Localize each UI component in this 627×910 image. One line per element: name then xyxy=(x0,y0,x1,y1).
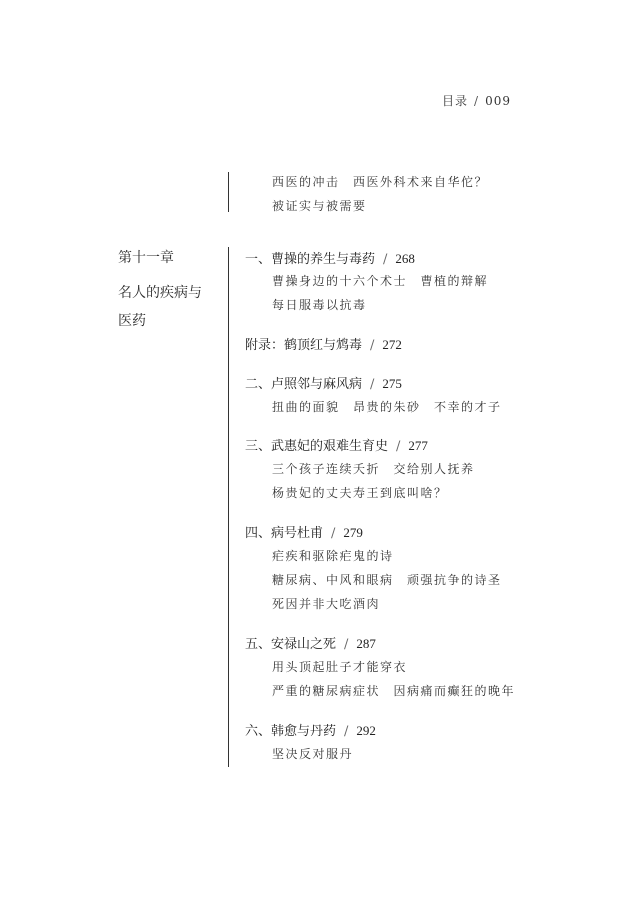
chapter-number: 第十一章 xyxy=(118,250,174,266)
continuation-line: 西医的冲击 西医外科术来自华佗？ xyxy=(272,175,489,189)
toc-subentry: 每日服毒以抗毒 xyxy=(272,298,367,312)
vertical-divider-main xyxy=(228,247,229,767)
toc-entry[interactable] xyxy=(245,373,402,392)
toc-entry[interactable] xyxy=(245,522,363,541)
toc-entry-page: 279 xyxy=(343,525,363,540)
toc-entry-title: 六、韩愈与丹药 xyxy=(245,724,337,739)
toc-subentry: 曹操身边的十六个术士 曹植的辩解 xyxy=(272,274,489,288)
toc-subentry: 死因并非大吃酒肉 xyxy=(272,597,381,611)
toc-entry[interactable] xyxy=(245,334,402,353)
toc-entry-title: 四、病号杜甫 xyxy=(245,526,324,541)
toc-entry-page: 268 xyxy=(395,251,415,266)
running-header xyxy=(442,92,511,109)
toc-entry-page: 292 xyxy=(356,723,376,738)
toc-entry[interactable] xyxy=(245,248,415,267)
separator: / xyxy=(370,377,375,392)
toc-subentry: 糖尿病、中风和眼病 顽强抗争的诗圣 xyxy=(272,573,502,587)
toc-entry-page: 277 xyxy=(408,438,428,453)
toc-entry-title: 附录：鹤顶红与鸩毒 xyxy=(245,338,363,353)
separator: / xyxy=(383,252,388,267)
chapter-title-line: 名人的疾病与 xyxy=(118,285,202,301)
separator: / xyxy=(331,526,336,541)
toc-entry[interactable] xyxy=(245,720,376,739)
toc-entry-title: 一、曹操的养生与毒药 xyxy=(245,252,376,267)
separator: / xyxy=(370,338,375,353)
separator: / xyxy=(344,724,349,739)
vertical-divider-top xyxy=(228,172,229,212)
continuation-line: 被证实与被需要 xyxy=(272,199,367,213)
toc-entry-page: 272 xyxy=(382,337,402,352)
toc-entry-title: 三、武惠妃的艰难生育史 xyxy=(245,439,389,454)
chapter-title-line: 医药 xyxy=(118,313,146,329)
toc-entry[interactable] xyxy=(245,633,376,652)
toc-entry-page: 275 xyxy=(382,376,402,391)
separator: / xyxy=(344,637,349,652)
toc-entry[interactable] xyxy=(245,435,428,454)
header-section: 目录 xyxy=(442,94,469,108)
toc-subentry: 严重的糖尿病症状 因病痛而癫狂的晚年 xyxy=(272,684,516,698)
toc-subentry: 杨贵妃的丈夫寿王到底叫啥？ xyxy=(272,486,448,500)
toc-subentry: 扭曲的面貌 昂贵的朱砂 不幸的才子 xyxy=(272,400,502,414)
toc-entry-title: 五、安禄山之死 xyxy=(245,637,337,652)
header-page-number: 009 xyxy=(485,94,511,108)
toc-subentry: 三个孩子连续夭折 交给别人抚养 xyxy=(272,462,475,476)
toc-subentry: 疟疾和驱除疟鬼的诗 xyxy=(272,549,394,563)
toc-entry-page: 287 xyxy=(356,636,376,651)
header-separator: / xyxy=(474,94,480,108)
separator: / xyxy=(396,439,401,454)
toc-entry-title: 二、卢照邻与麻风病 xyxy=(245,377,363,392)
toc-subentry: 用头顶起肚子才能穿衣 xyxy=(272,660,408,674)
toc-subentry: 坚决反对服丹 xyxy=(272,747,354,761)
